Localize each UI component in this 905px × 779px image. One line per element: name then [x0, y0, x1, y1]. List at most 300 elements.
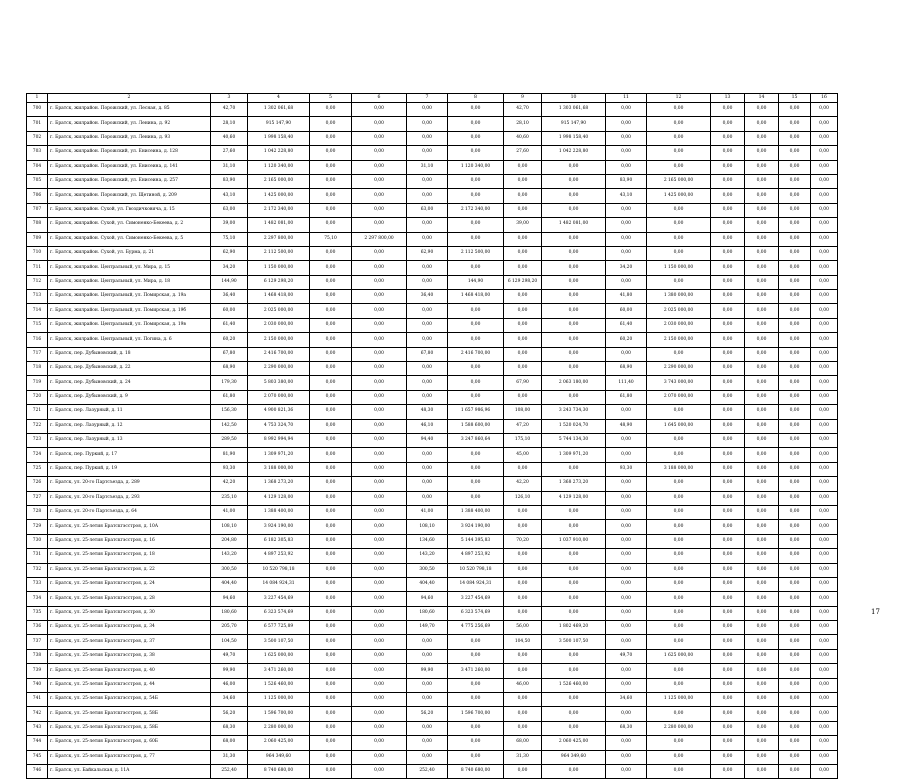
- table-cell: 0,00: [448, 678, 504, 692]
- table-cell: 0,00: [647, 678, 711, 692]
- table-cell: 0,00: [811, 621, 838, 635]
- table-cell: 0,00: [647, 218, 711, 232]
- table-cell: 0,00: [779, 103, 811, 117]
- table-cell: 0,00: [811, 534, 838, 548]
- table-cell: 734: [27, 592, 48, 606]
- table-cell: 0,00: [606, 678, 647, 692]
- table-cell: 0,00: [352, 664, 407, 678]
- table-cell: 1 388 400,00: [248, 505, 310, 519]
- table-cell: 3 500 107,50: [248, 635, 310, 649]
- table-row: [27, 433, 838, 447]
- table-cell: 2 060 425,00: [248, 736, 310, 750]
- address-cell: г. Братск, пер. Пуркий, д. 19: [48, 462, 211, 476]
- table-cell: 0,00: [811, 290, 838, 304]
- table-cell: 1 596 700,00: [448, 707, 504, 721]
- table-cell: 0,00: [745, 131, 779, 145]
- table-cell: 713: [27, 290, 48, 304]
- table-cell: 0,00: [352, 577, 407, 591]
- table-cell: 0,00: [310, 505, 352, 519]
- table-cell: 43,10: [211, 189, 248, 203]
- table-cell: 0,00: [407, 693, 448, 707]
- address-cell: г. Братск, жилрайон. Сухой, ул. Гвоздичковича, д. 15: [48, 203, 211, 217]
- table-cell: 0,00: [542, 606, 606, 620]
- table-cell: 0,00: [745, 117, 779, 131]
- table-cell: 0,00: [542, 592, 606, 606]
- table-cell: 67,90: [504, 376, 542, 390]
- table-cell: 4 129 128,00: [542, 491, 606, 505]
- table-cell: 34,60: [211, 693, 248, 707]
- table-cell: 1 425 000,00: [647, 189, 711, 203]
- table-cell: 0,00: [711, 693, 745, 707]
- table-cell: 0,00: [745, 736, 779, 750]
- table-cell: 81,90: [211, 448, 248, 462]
- table-cell: 45,00: [504, 448, 542, 462]
- table-cell: 0,00: [352, 606, 407, 620]
- table-cell: 0,00: [779, 592, 811, 606]
- table-cell: 3 924 190,00: [248, 520, 310, 534]
- table-cell: 0,00: [745, 707, 779, 721]
- table-cell: 0,00: [811, 750, 838, 764]
- table-cell: 0,00: [606, 218, 647, 232]
- table-cell: 0,00: [811, 419, 838, 433]
- table-cell: 3 227 454,69: [248, 592, 310, 606]
- table-cell: 0,00: [647, 736, 711, 750]
- table-cell: 68,30: [211, 721, 248, 735]
- table-cell: 0,00: [504, 261, 542, 275]
- table-cell: 6 323 574,69: [448, 606, 504, 620]
- table-cell: 56,20: [211, 707, 248, 721]
- header-cell: 4: [248, 94, 310, 103]
- table-cell: 729: [27, 520, 48, 534]
- table-row: [27, 318, 838, 332]
- table-cell: 0,00: [542, 189, 606, 203]
- table-cell: 0,00: [779, 376, 811, 390]
- table-cell: 2 025 000,00: [647, 304, 711, 318]
- address-cell: г. Братск, жилрайон. Центральный, ул. Помирская, д. 19а: [48, 290, 211, 304]
- table-cell: 2 290 000,00: [248, 362, 310, 376]
- table-cell: 0,00: [352, 693, 407, 707]
- table-cell: 0,00: [504, 649, 542, 663]
- table-cell: 0,00: [606, 232, 647, 246]
- table-cell: 404,40: [211, 577, 248, 591]
- table-cell: 1 309 971,20: [542, 448, 606, 462]
- table-cell: 0,00: [745, 520, 779, 534]
- table-cell: 0,00: [407, 318, 448, 332]
- table-cell: 0,00: [745, 203, 779, 217]
- table-cell: 0,00: [352, 750, 407, 764]
- table-cell: 2 070 000,00: [647, 390, 711, 404]
- table-cell: 2 063 180,00: [542, 376, 606, 390]
- table-cell: 75,10: [211, 232, 248, 246]
- table-cell: 0,00: [310, 131, 352, 145]
- table-cell: 0,00: [745, 376, 779, 390]
- table-cell: 1 482 081,00: [542, 218, 606, 232]
- table-cell: 42,70: [211, 103, 248, 117]
- table-cell: 0,00: [448, 131, 504, 145]
- table-body: [27, 94, 838, 779]
- table-cell: 0,00: [352, 117, 407, 131]
- table-cell: 0,00: [779, 491, 811, 505]
- table-cell: 0,00: [310, 390, 352, 404]
- table-cell: 727: [27, 491, 48, 505]
- table-cell: 0,00: [745, 549, 779, 563]
- table-cell: 0,00: [352, 333, 407, 347]
- table-cell: 0,00: [504, 707, 542, 721]
- table-cell: 0,00: [504, 304, 542, 318]
- registry-table-wrapper: [26, 93, 836, 779]
- table-cell: 104,50: [211, 635, 248, 649]
- address-cell: г. Братск, жилрайон. Центральный, ул. Мира, д. 15: [48, 261, 211, 275]
- table-cell: 0,00: [811, 721, 838, 735]
- address-cell: г. Братск, ул. 25-летия Братскгэсстроя, д. 44: [48, 678, 211, 692]
- table-cell: 6 129 298,20: [248, 275, 310, 289]
- table-cell: 0,00: [310, 103, 352, 117]
- table-cell: 0,00: [407, 304, 448, 318]
- table-cell: 0,00: [811, 462, 838, 476]
- table-cell: 0,00: [407, 117, 448, 131]
- table-row: [27, 707, 838, 721]
- table-cell: 0,00: [448, 693, 504, 707]
- table-cell: 0,00: [779, 477, 811, 491]
- table-cell: 0,00: [779, 362, 811, 376]
- table-cell: 0,00: [745, 462, 779, 476]
- table-cell: 67,80: [211, 347, 248, 361]
- table-cell: 126,10: [504, 491, 542, 505]
- table-cell: 0,00: [310, 635, 352, 649]
- table-cell: 0,00: [779, 534, 811, 548]
- table-cell: 0,00: [745, 333, 779, 347]
- table-row: [27, 174, 838, 188]
- table-cell: 1 998 158,40: [248, 131, 310, 145]
- table-row: [27, 362, 838, 376]
- table-cell: 49,70: [606, 649, 647, 663]
- table-cell: 0,00: [779, 117, 811, 131]
- table-cell: 2 112 500,00: [248, 246, 310, 260]
- table-cell: 0,00: [745, 505, 779, 519]
- table-cell: 5 803 380,00: [248, 376, 310, 390]
- table-cell: 6 323 574,69: [248, 606, 310, 620]
- table-cell: 0,00: [352, 707, 407, 721]
- table-cell: 735: [27, 606, 48, 620]
- table-row: [27, 160, 838, 174]
- table-cell: 0,00: [448, 174, 504, 188]
- address-cell: г. Братск, жилрайон. Порожский, ул. Ленина, д. 92: [48, 117, 211, 131]
- table-cell: 0,00: [352, 477, 407, 491]
- table-cell: 42,20: [211, 477, 248, 491]
- table-cell: 0,00: [407, 491, 448, 505]
- table-cell: 0,00: [811, 146, 838, 160]
- address-cell: г. Братск, ул. 25-летия Братскгэсстроя, д. 34: [48, 621, 211, 635]
- table-cell: 8 740 680,00: [248, 764, 310, 778]
- table-cell: 0,00: [352, 103, 407, 117]
- table-cell: 0,00: [542, 333, 606, 347]
- table-cell: 720: [27, 390, 48, 404]
- table-cell: 0,00: [352, 764, 407, 778]
- table-cell: 0,00: [310, 174, 352, 188]
- table-cell: 0,00: [448, 462, 504, 476]
- table-cell: 0,00: [448, 721, 504, 735]
- address-cell: г. Братск, жилрайон. Порожский, ул. Енисеина, д. 257: [48, 174, 211, 188]
- table-row: [27, 405, 838, 419]
- table-cell: 0,00: [647, 664, 711, 678]
- table-cell: 0,00: [448, 649, 504, 663]
- table-cell: 0,00: [352, 621, 407, 635]
- table-cell: 0,00: [448, 362, 504, 376]
- table-cell: 0,00: [647, 131, 711, 145]
- table-cell: 0,00: [407, 376, 448, 390]
- table-cell: 2 416 700,00: [248, 347, 310, 361]
- table-cell: 0,00: [745, 189, 779, 203]
- table-cell: 0,00: [711, 103, 745, 117]
- table-cell: 0,00: [711, 563, 745, 577]
- table-cell: 0,00: [647, 160, 711, 174]
- table-cell: 0,00: [647, 146, 711, 160]
- table-row: [27, 649, 838, 663]
- table-cell: 0,00: [448, 477, 504, 491]
- table-cell: 0,00: [647, 577, 711, 591]
- table-cell: 0,00: [711, 362, 745, 376]
- table-cell: 0,00: [542, 664, 606, 678]
- table-cell: 0,00: [647, 592, 711, 606]
- table-cell: 2 172 340,00: [448, 203, 504, 217]
- table-cell: 0,00: [647, 103, 711, 117]
- table-cell: 0,00: [504, 592, 542, 606]
- table-header-row: [27, 94, 838, 103]
- table-row: [27, 232, 838, 246]
- table-cell: 0,00: [811, 664, 838, 678]
- table-cell: 0,00: [352, 174, 407, 188]
- table-cell: 0,00: [779, 649, 811, 663]
- table-cell: 0,00: [542, 390, 606, 404]
- table-cell: 0,00: [542, 549, 606, 563]
- table-cell: 99,90: [407, 664, 448, 678]
- table-cell: 0,00: [606, 160, 647, 174]
- table-cell: 68,30: [606, 721, 647, 735]
- table-cell: 0,00: [352, 376, 407, 390]
- table-cell: 716: [27, 333, 48, 347]
- table-cell: 36,40: [211, 290, 248, 304]
- table-cell: 715: [27, 318, 48, 332]
- table-cell: 0,00: [711, 333, 745, 347]
- table-cell: 915 147,90: [248, 117, 310, 131]
- table-cell: 0,00: [711, 448, 745, 462]
- table-cell: 99,90: [211, 664, 248, 678]
- table-cell: 40,60: [504, 131, 542, 145]
- address-cell: г. Братск, ул. Байкальская, д. 11А: [48, 764, 211, 778]
- table-cell: 0,00: [647, 707, 711, 721]
- table-cell: 0,00: [352, 347, 407, 361]
- table-cell: 0,00: [745, 534, 779, 548]
- table-cell: 0,00: [711, 117, 745, 131]
- table-cell: 0,00: [745, 764, 779, 778]
- table-cell: 14 084 924,31: [448, 577, 504, 591]
- table-cell: 0,00: [711, 477, 745, 491]
- table-row: [27, 448, 838, 462]
- table-cell: 0,00: [310, 678, 352, 692]
- table-cell: 0,00: [711, 160, 745, 174]
- table-row: [27, 721, 838, 735]
- table-cell: 0,00: [407, 146, 448, 160]
- table-row: [27, 577, 838, 591]
- table-row: [27, 117, 838, 131]
- table-cell: 1 037 910,00: [542, 534, 606, 548]
- table-row: [27, 347, 838, 361]
- table-cell: 10 520 798,18: [448, 563, 504, 577]
- table-cell: 2 112 500,00: [448, 246, 504, 260]
- table-cell: 0,00: [711, 419, 745, 433]
- table-cell: 0,00: [606, 664, 647, 678]
- table-cell: 0,00: [647, 491, 711, 505]
- table-cell: 0,00: [352, 246, 407, 260]
- table-cell: 0,00: [606, 246, 647, 260]
- table-cell: 0,00: [711, 433, 745, 447]
- table-cell: 0,00: [352, 505, 407, 519]
- table-cell: 39,00: [504, 218, 542, 232]
- table-cell: 0,00: [352, 649, 407, 663]
- table-cell: 68,90: [606, 362, 647, 376]
- table-cell: 1 468 418,00: [448, 290, 504, 304]
- table-cell: 0,00: [310, 318, 352, 332]
- table-cell: 0,00: [310, 621, 352, 635]
- table-cell: 0,00: [310, 333, 352, 347]
- table-cell: 0,00: [542, 275, 606, 289]
- table-cell: 0,00: [504, 290, 542, 304]
- table-cell: 0,00: [779, 678, 811, 692]
- table-cell: 205,70: [211, 621, 248, 635]
- table-cell: 0,00: [779, 290, 811, 304]
- table-cell: 0,00: [448, 261, 504, 275]
- table-cell: 0,00: [647, 477, 711, 491]
- address-cell: г. Братск, ул. 25-летия Братскгэсстроя, д. 40: [48, 664, 211, 678]
- table-cell: 0,00: [310, 246, 352, 260]
- table-cell: 0,00: [647, 347, 711, 361]
- table-cell: 0,00: [779, 218, 811, 232]
- table-cell: 42,20: [504, 477, 542, 491]
- table-cell: 1 526 460,00: [542, 678, 606, 692]
- table-cell: 0,00: [745, 419, 779, 433]
- table-cell: 0,00: [310, 721, 352, 735]
- table-cell: 0,00: [779, 146, 811, 160]
- table-cell: 0,00: [811, 218, 838, 232]
- table-row: [27, 290, 838, 304]
- table-cell: 0,00: [606, 433, 647, 447]
- table-cell: 62,90: [211, 246, 248, 260]
- table-cell: 703: [27, 146, 48, 160]
- table-cell: 0,00: [779, 433, 811, 447]
- table-cell: 1 125 000,00: [647, 693, 711, 707]
- address-cell: г. Братск, жилрайон. Сухой, ул. Бурма, д. 21: [48, 246, 211, 260]
- table-cell: 41,00: [407, 505, 448, 519]
- table-cell: 0,00: [606, 577, 647, 591]
- table-cell: 0,00: [811, 362, 838, 376]
- address-cell: г. Братск, пер. Дубыновский, д. 18: [48, 347, 211, 361]
- table-cell: 0,00: [504, 333, 542, 347]
- table-row: [27, 563, 838, 577]
- table-cell: 0,00: [811, 693, 838, 707]
- table-cell: 1 042 228,80: [542, 146, 606, 160]
- table-cell: 0,00: [711, 534, 745, 548]
- table-cell: 0,00: [448, 318, 504, 332]
- table-cell: 0,00: [504, 246, 542, 260]
- address-cell: г. Братск, ул. 25-летия Братскгэсстроя, д. 10А: [48, 520, 211, 534]
- table-cell: 0,00: [542, 347, 606, 361]
- table-cell: 0,00: [352, 433, 407, 447]
- table-cell: 0,00: [606, 405, 647, 419]
- table-cell: 0,00: [779, 390, 811, 404]
- table-cell: 289,50: [211, 433, 248, 447]
- table-cell: 0,00: [606, 117, 647, 131]
- table-cell: 0,00: [448, 117, 504, 131]
- table-cell: 0,00: [779, 203, 811, 217]
- address-cell: г. Братск, пер. Пуркий, д. 17: [48, 448, 211, 462]
- table-cell: 0,00: [352, 491, 407, 505]
- table-cell: 1 625 000,00: [647, 649, 711, 663]
- table-cell: 1 150 000,00: [248, 261, 310, 275]
- table-cell: 0,00: [310, 462, 352, 476]
- table-cell: 2 165 000,00: [647, 174, 711, 188]
- table-cell: 104,50: [504, 635, 542, 649]
- table-cell: 0,00: [407, 174, 448, 188]
- table-cell: 0,00: [745, 318, 779, 332]
- table-row: [27, 203, 838, 217]
- table-cell: 0,00: [745, 246, 779, 260]
- table-cell: 1 150 000,00: [647, 261, 711, 275]
- table-cell: 0,00: [779, 318, 811, 332]
- table-cell: 149,70: [407, 621, 448, 635]
- table-cell: 0,00: [352, 362, 407, 376]
- table-cell: 4 900 821,36: [248, 405, 310, 419]
- table-cell: 0,00: [310, 592, 352, 606]
- table-cell: 2 280 000,00: [647, 721, 711, 735]
- table-cell: 0,00: [811, 275, 838, 289]
- table-cell: 3 188 000,00: [248, 462, 310, 476]
- table-cell: 2 150 000,00: [647, 333, 711, 347]
- table-cell: 94,40: [407, 433, 448, 447]
- table-cell: 740: [27, 678, 48, 692]
- table-cell: 28,10: [211, 117, 248, 131]
- table-cell: 0,00: [542, 520, 606, 534]
- table-cell: 68,00: [504, 736, 542, 750]
- table-cell: 156,30: [211, 405, 248, 419]
- table-cell: 0,00: [711, 649, 745, 663]
- table-cell: 0,00: [811, 635, 838, 649]
- table-cell: 0,00: [779, 246, 811, 260]
- table-cell: 0,00: [711, 376, 745, 390]
- table-cell: 1 468 418,00: [248, 290, 310, 304]
- table-cell: 0,00: [745, 491, 779, 505]
- table-cell: 0,00: [745, 218, 779, 232]
- table-cell: 0,00: [352, 635, 407, 649]
- table-cell: 0,00: [352, 419, 407, 433]
- table-cell: 0,00: [779, 347, 811, 361]
- address-cell: г. Братск, жилрайон. Центральный, ул. Мира, д. 18: [48, 275, 211, 289]
- table-cell: 0,00: [352, 549, 407, 563]
- table-cell: 3 924 190,00: [448, 520, 504, 534]
- table-cell: 737: [27, 635, 48, 649]
- table-cell: 0,00: [310, 563, 352, 577]
- table-cell: 34,60: [606, 693, 647, 707]
- table-cell: 0,00: [352, 563, 407, 577]
- table-cell: 0,00: [811, 347, 838, 361]
- table-cell: 0,00: [745, 693, 779, 707]
- address-cell: г. Братск, жилрайон. Центральный, ул. Помирская, д. 19б: [48, 304, 211, 318]
- header-cell: 10: [542, 94, 606, 103]
- table-cell: 0,00: [407, 649, 448, 663]
- table-cell: 0,00: [745, 592, 779, 606]
- table-cell: 0,00: [711, 592, 745, 606]
- address-cell: г. Братск, ул. 25-летия Братскгэсстроя, д. 22: [48, 563, 211, 577]
- table-cell: 2 297 800,00: [352, 232, 407, 246]
